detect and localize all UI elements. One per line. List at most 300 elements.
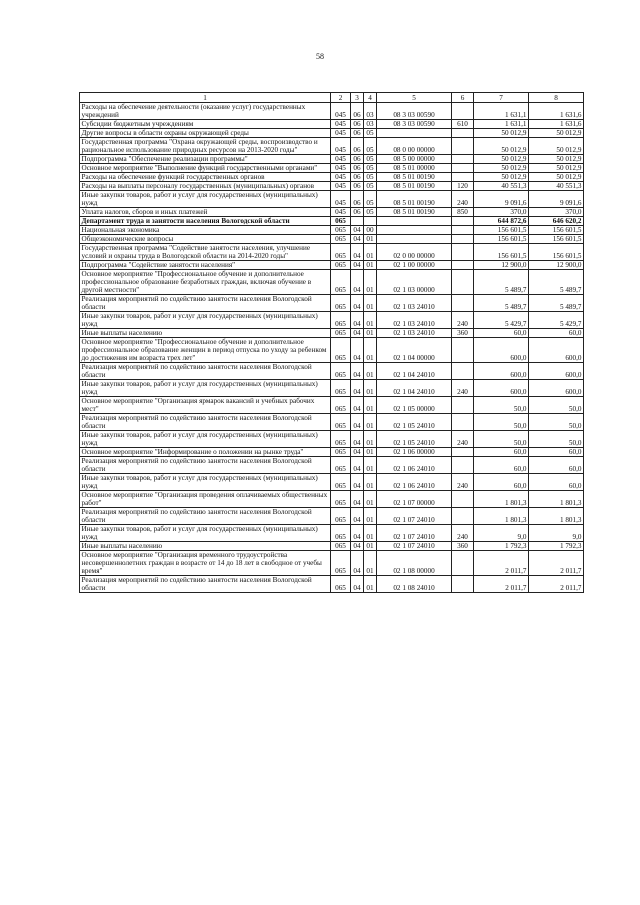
target-article-code: 08 5 00 00000	[377, 155, 452, 164]
table-row	[80, 173, 584, 182]
row-name: Иные закупки товаров, работ и услуг для государственных (муниципальных) нужд	[80, 431, 331, 448]
row-name: Государственная программа "Содействие занятости населения, улучшение условий и охраны труда в Вологодской области на 2014-2020 годы"	[80, 244, 331, 261]
amount-year-2: 50 012,9	[529, 173, 584, 182]
expense-type-code	[452, 244, 474, 261]
table-row	[80, 397, 584, 414]
amount-year-1: 5 489,7	[474, 270, 529, 295]
target-article-code: 08 5 01 00190	[377, 191, 452, 208]
row-name: Подпрограмма "Содействие занятости населения"	[80, 261, 331, 270]
admin-code: 065	[331, 295, 351, 312]
row-name: Государственная программа "Охрана окружающей среды, воспроизводство и рациональное использование природных ресурсов на 2013-2020 годы"	[80, 138, 331, 155]
section-code: 04	[351, 474, 364, 491]
amount-year-2: 370,0	[529, 208, 584, 217]
target-article-code: 08 3 03 00590	[377, 120, 452, 129]
target-article-code: 02 1 03 24010	[377, 295, 452, 312]
expense-type-code: 360	[452, 329, 474, 338]
expense-type-code	[452, 226, 474, 235]
amount-year-1: 60,0	[474, 448, 529, 457]
amount-year-2: 40 551,3	[529, 182, 584, 191]
table-row	[80, 208, 584, 217]
expense-type-code	[452, 508, 474, 525]
admin-code: 045	[331, 138, 351, 155]
table-row	[80, 338, 584, 363]
amount-year-1: 60,0	[474, 329, 529, 338]
section-code: 04	[351, 235, 364, 244]
row-name: Иные выплаты населению	[80, 329, 331, 338]
table-row	[80, 491, 584, 508]
expense-type-code: 240	[452, 380, 474, 397]
admin-code: 045	[331, 191, 351, 208]
expense-type-code	[452, 235, 474, 244]
table-row	[80, 448, 584, 457]
table-row	[80, 525, 584, 542]
target-article-code	[377, 226, 452, 235]
amount-year-2: 60,0	[529, 448, 584, 457]
column-header: 6	[452, 93, 474, 103]
row-name: Реализация мероприятий по содействию занятости населения Вологодской области	[80, 576, 331, 593]
budget-table	[79, 92, 584, 593]
amount-year-1: 50 012,9	[474, 164, 529, 173]
subsection-code: 05	[364, 129, 377, 138]
expense-type-code: 240	[452, 191, 474, 208]
subsection-code: 05	[364, 173, 377, 182]
section-code: 04	[351, 525, 364, 542]
admin-code: 065	[331, 525, 351, 542]
subsection-code: 01	[364, 380, 377, 397]
expense-type-code	[452, 363, 474, 380]
table-row	[80, 226, 584, 235]
section-code: 04	[351, 338, 364, 363]
subsection-code: 01	[364, 431, 377, 448]
row-name: Основное мероприятие "Выполнение функций государственными органами"	[80, 164, 331, 173]
expense-type-code	[452, 103, 474, 120]
section-code: 04	[351, 226, 364, 235]
amount-year-2: 50,0	[529, 414, 584, 431]
column-header: 5	[377, 93, 452, 103]
row-name: Основное мероприятие "Профессиональное обучение и дополнительное профессиональное образование безработных граждан, включая обучение в другой местности"	[80, 270, 331, 295]
amount-year-1: 156 601,5	[474, 226, 529, 235]
column-header: 1	[80, 93, 331, 103]
admin-code: 045	[331, 182, 351, 191]
amount-year-1: 9 091,6	[474, 191, 529, 208]
amount-year-2: 9,0	[529, 525, 584, 542]
amount-year-2: 9 091,6	[529, 191, 584, 208]
amount-year-2: 60,0	[529, 474, 584, 491]
expense-type-code	[452, 261, 474, 270]
row-name: Расходы на обеспечение деятельности (оказание услуг) государственных учреждений	[80, 103, 331, 120]
target-article-code: 02 1 07 24010	[377, 508, 452, 525]
subsection-code: 01	[364, 576, 377, 593]
target-article-code: 02 1 08 00000	[377, 551, 452, 576]
row-name: Основное мероприятие "Информирование о положении на рынке труда"	[80, 448, 331, 457]
column-header: 4	[364, 93, 377, 103]
target-article-code: 02 1 03 24010	[377, 312, 452, 329]
row-name: Расходы на выплаты персоналу государственных (муниципальных) органов	[80, 182, 331, 191]
expense-type-code	[452, 129, 474, 138]
amount-year-2: 2 011,7	[529, 551, 584, 576]
row-name: Реализация мероприятий по содействию занятости населения Вологодской области	[80, 457, 331, 474]
subsection-code: 01	[364, 338, 377, 363]
row-name: Иные закупки товаров, работ и услуг для государственных (муниципальных) нужд	[80, 474, 331, 491]
amount-year-1: 156 601,5	[474, 235, 529, 244]
section-code: 04	[351, 491, 364, 508]
subsection-code: 03	[364, 103, 377, 120]
subsection-code: 05	[364, 191, 377, 208]
row-name: Реализация мероприятий по содействию занятости населения Вологодской области	[80, 295, 331, 312]
expense-type-code: 120	[452, 182, 474, 191]
row-name: Департамент труда и занятости населения Вологодской области	[80, 217, 331, 226]
amount-year-2: 50 012,9	[529, 138, 584, 155]
section-code: 06	[351, 120, 364, 129]
admin-code: 045	[331, 164, 351, 173]
section-code: 04	[351, 414, 364, 431]
target-article-code: 02 1 06 24010	[377, 457, 452, 474]
target-article-code: 02 1 00 00000	[377, 261, 452, 270]
expense-type-code	[452, 457, 474, 474]
amount-year-1: 2 011,7	[474, 576, 529, 593]
table-row	[80, 235, 584, 244]
amount-year-2: 60,0	[529, 329, 584, 338]
admin-code: 045	[331, 208, 351, 217]
subsection-code	[364, 217, 377, 226]
admin-code: 065	[331, 551, 351, 576]
subsection-code: 00	[364, 226, 377, 235]
table-row	[80, 414, 584, 431]
row-name: Иные закупки товаров, работ и услуг для государственных (муниципальных) нужд	[80, 312, 331, 329]
expense-type-code: 240	[452, 312, 474, 329]
expense-type-code: 240	[452, 474, 474, 491]
row-name: Основное мероприятие "Организация ярмарок вакансий и учебных рабочих мест"	[80, 397, 331, 414]
subsection-code: 01	[364, 397, 377, 414]
row-name: Иные закупки товаров, работ и услуг для государственных (муниципальных) нужд	[80, 525, 331, 542]
amount-year-1: 50,0	[474, 431, 529, 448]
admin-code: 045	[331, 155, 351, 164]
admin-code: 065	[331, 244, 351, 261]
expense-type-code	[452, 164, 474, 173]
subsection-code: 01	[364, 474, 377, 491]
expense-type-code	[452, 338, 474, 363]
subsection-code: 01	[364, 508, 377, 525]
admin-code: 065	[331, 261, 351, 270]
admin-code: 045	[331, 103, 351, 120]
table-row	[80, 182, 584, 191]
expense-type-code	[452, 397, 474, 414]
row-name: Национальная экономика	[80, 226, 331, 235]
target-article-code: 02 1 03 24010	[377, 329, 452, 338]
expense-type-code: 850	[452, 208, 474, 217]
admin-code: 065	[331, 474, 351, 491]
target-article-code: 08 3 03 00590	[377, 103, 452, 120]
amount-year-1: 1 631,1	[474, 103, 529, 120]
row-name: Иные закупки товаров, работ и услуг для государственных (муниципальных) нужд	[80, 191, 331, 208]
section-code: 06	[351, 103, 364, 120]
amount-year-2: 600,0	[529, 380, 584, 397]
admin-code: 065	[331, 542, 351, 551]
target-article-code: 08 5 01 00190	[377, 173, 452, 182]
expense-type-code	[452, 217, 474, 226]
subsection-code: 01	[364, 491, 377, 508]
amount-year-1: 1 631,1	[474, 120, 529, 129]
amount-year-2: 60,0	[529, 457, 584, 474]
subsection-code: 01	[364, 363, 377, 380]
admin-code: 065	[331, 270, 351, 295]
section-code: 04	[351, 431, 364, 448]
amount-year-2: 156 601,5	[529, 235, 584, 244]
table-row	[80, 155, 584, 164]
amount-year-2: 1 631,6	[529, 120, 584, 129]
subsection-code: 01	[364, 457, 377, 474]
table-row	[80, 457, 584, 474]
section-code: 04	[351, 270, 364, 295]
table-row	[80, 312, 584, 329]
target-article-code: 02 1 04 00000	[377, 338, 452, 363]
table-row	[80, 508, 584, 525]
amount-year-1: 50 012,9	[474, 173, 529, 182]
table-row	[80, 270, 584, 295]
amount-year-2: 50 012,9	[529, 164, 584, 173]
expense-type-code: 240	[452, 525, 474, 542]
target-article-code: 02 1 03 00000	[377, 270, 452, 295]
admin-code: 065	[331, 508, 351, 525]
table-row	[80, 380, 584, 397]
amount-year-2: 1 801,3	[529, 491, 584, 508]
subsection-code: 01	[364, 414, 377, 431]
subsection-code: 05	[364, 208, 377, 217]
amount-year-2: 600,0	[529, 363, 584, 380]
amount-year-1: 40 551,3	[474, 182, 529, 191]
amount-year-2: 12 900,0	[529, 261, 584, 270]
table-row	[80, 261, 584, 270]
section-code: 04	[351, 295, 364, 312]
section-code: 04	[351, 551, 364, 576]
subsection-code: 01	[364, 270, 377, 295]
subsection-code: 01	[364, 542, 377, 551]
table-row	[80, 576, 584, 593]
amount-year-1: 2 011,7	[474, 551, 529, 576]
amount-year-1: 5 429,7	[474, 312, 529, 329]
table-row	[80, 103, 584, 120]
section-code: 04	[351, 261, 364, 270]
row-name: Иные выплаты населению	[80, 542, 331, 551]
table-row	[80, 138, 584, 155]
row-name: Основное мероприятие "Организация временного трудоустройства несовершеннолетних граждан в возрасте от 14 до 18 лет в свободное от учебы время"	[80, 551, 331, 576]
target-article-code: 08 5 01 00000	[377, 164, 452, 173]
column-header: 2	[331, 93, 351, 103]
table-row	[80, 191, 584, 208]
admin-code: 065	[331, 448, 351, 457]
table-row	[80, 129, 584, 138]
target-article-code: 02 1 04 24010	[377, 363, 452, 380]
section-code: 06	[351, 164, 364, 173]
target-article-code: 02 1 07 24010	[377, 542, 452, 551]
amount-year-1: 600,0	[474, 380, 529, 397]
section-code: 06	[351, 182, 364, 191]
amount-year-2: 1 792,3	[529, 542, 584, 551]
target-article-code: 08 0 00 00000	[377, 138, 452, 155]
section-code: 04	[351, 363, 364, 380]
subsection-code: 01	[364, 525, 377, 542]
table-row	[80, 329, 584, 338]
row-name: Субсидии бюджетным учреждениям	[80, 120, 331, 129]
amount-year-1: 50,0	[474, 397, 529, 414]
column-header: 3	[351, 93, 364, 103]
expense-type-code	[452, 270, 474, 295]
amount-year-2: 5 489,7	[529, 295, 584, 312]
table-row	[80, 363, 584, 380]
expense-type-code	[452, 491, 474, 508]
amount-year-1: 156 601,5	[474, 244, 529, 261]
subsection-code: 05	[364, 155, 377, 164]
admin-code: 065	[331, 235, 351, 244]
row-name: Основное мероприятие "Профессиональное обучение и дополнительное профессиональное образование женщин в период отпуска по уходу за ребенком до достижения им возраста трех лет"	[80, 338, 331, 363]
target-article-code: 08 5 01 00190	[377, 182, 452, 191]
admin-code: 065	[331, 431, 351, 448]
amount-year-1: 1 801,3	[474, 491, 529, 508]
amount-year-1: 600,0	[474, 338, 529, 363]
row-name: Подпрограмма "Обеспечение реализации программы"	[80, 155, 331, 164]
table-row	[80, 431, 584, 448]
amount-year-1: 9,0	[474, 525, 529, 542]
expense-type-code	[452, 295, 474, 312]
target-article-code	[377, 235, 452, 244]
table-row	[80, 551, 584, 576]
amount-year-2: 2 011,7	[529, 576, 584, 593]
target-article-code: 08 5 01 00190	[377, 208, 452, 217]
section-code: 04	[351, 329, 364, 338]
amount-year-2: 600,0	[529, 338, 584, 363]
amount-year-1: 50 012,9	[474, 155, 529, 164]
section-code: 06	[351, 173, 364, 182]
expense-type-code	[452, 551, 474, 576]
section-code: 06	[351, 208, 364, 217]
amount-year-1: 12 900,0	[474, 261, 529, 270]
amount-year-1: 370,0	[474, 208, 529, 217]
subsection-code: 01	[364, 244, 377, 261]
subsection-code: 01	[364, 329, 377, 338]
row-name: Уплата налогов, сборов и иных платежей	[80, 208, 331, 217]
expense-type-code: 610	[452, 120, 474, 129]
expense-type-code	[452, 155, 474, 164]
target-article-code: 02 1 05 24010	[377, 431, 452, 448]
target-article-code: 02 1 05 24010	[377, 414, 452, 431]
section-code: 04	[351, 397, 364, 414]
amount-year-2: 50,0	[529, 431, 584, 448]
amount-year-2: 50,0	[529, 397, 584, 414]
section-code: 04	[351, 380, 364, 397]
amount-year-2: 1 631,6	[529, 103, 584, 120]
admin-code: 065	[331, 226, 351, 235]
admin-code: 045	[331, 173, 351, 182]
target-article-code: 02 1 04 24010	[377, 380, 452, 397]
admin-code: 065	[331, 338, 351, 363]
amount-year-1: 1 801,3	[474, 508, 529, 525]
subsection-code: 05	[364, 164, 377, 173]
admin-code: 065	[331, 397, 351, 414]
section-code: 04	[351, 244, 364, 261]
subsection-code: 01	[364, 551, 377, 576]
amount-year-2: 1 801,3	[529, 508, 584, 525]
table-row	[80, 120, 584, 129]
subsection-code: 01	[364, 261, 377, 270]
section-code: 06	[351, 129, 364, 138]
amount-year-1: 50,0	[474, 414, 529, 431]
table-header-row	[80, 93, 584, 103]
target-article-code: 02 1 07 00000	[377, 491, 452, 508]
column-header: 8	[529, 93, 584, 103]
section-code: 04	[351, 312, 364, 329]
admin-code: 065	[331, 414, 351, 431]
admin-code: 065	[331, 576, 351, 593]
section-code: 04	[351, 542, 364, 551]
subsection-code: 01	[364, 448, 377, 457]
amount-year-2: 156 601,5	[529, 244, 584, 261]
row-name: Реализация мероприятий по содействию занятости населения Вологодской области	[80, 414, 331, 431]
subsection-code: 01	[364, 235, 377, 244]
row-name: Основное мероприятие "Организация проведения оплачиваемых общественных работ"	[80, 491, 331, 508]
amount-year-2: 156 601,5	[529, 226, 584, 235]
section-code: 04	[351, 508, 364, 525]
section-code: 04	[351, 576, 364, 593]
subsection-code: 01	[364, 312, 377, 329]
amount-year-2: 50 012,9	[529, 129, 584, 138]
table-row	[80, 295, 584, 312]
admin-code: 065	[331, 363, 351, 380]
expense-type-code	[452, 138, 474, 155]
amount-year-2: 5 489,7	[529, 270, 584, 295]
target-article-code: 02 1 08 24010	[377, 576, 452, 593]
amount-year-1: 50 012,9	[474, 138, 529, 155]
row-name: Общеэкономические вопросы	[80, 235, 331, 244]
amount-year-2: 646 620,2	[529, 217, 584, 226]
target-article-code	[377, 217, 452, 226]
expense-type-code: 240	[452, 431, 474, 448]
admin-code: 045	[331, 120, 351, 129]
table-row	[80, 474, 584, 491]
amount-year-1: 1 792,3	[474, 542, 529, 551]
amount-year-1: 600,0	[474, 363, 529, 380]
section-code: 06	[351, 138, 364, 155]
row-name: Расходы на обеспечение функций государственных органов	[80, 173, 331, 182]
amount-year-1: 60,0	[474, 457, 529, 474]
subsection-code: 01	[364, 295, 377, 312]
amount-year-1: 644 872,6	[474, 217, 529, 226]
column-header: 7	[474, 93, 529, 103]
amount-year-1: 60,0	[474, 474, 529, 491]
table-row	[80, 164, 584, 173]
subsection-code: 05	[364, 182, 377, 191]
amount-year-2: 5 429,7	[529, 312, 584, 329]
amount-year-2: 50 012,9	[529, 155, 584, 164]
section-code: 04	[351, 457, 364, 474]
expense-type-code	[452, 576, 474, 593]
target-article-code: 02 0 00 00000	[377, 244, 452, 261]
target-article-code	[377, 129, 452, 138]
expense-type-code	[452, 414, 474, 431]
admin-code: 045	[331, 129, 351, 138]
table-row	[80, 244, 584, 261]
admin-code: 065	[331, 217, 351, 226]
row-name: Реализация мероприятий по содействию занятости населения Вологодской области	[80, 508, 331, 525]
row-name: Иные закупки товаров, работ и услуг для государственных (муниципальных) нужд	[80, 380, 331, 397]
section-code: 06	[351, 155, 364, 164]
row-name: Реализация мероприятий по содействию занятости населения Вологодской области	[80, 363, 331, 380]
expense-type-code	[452, 448, 474, 457]
admin-code: 065	[331, 329, 351, 338]
admin-code: 065	[331, 380, 351, 397]
target-article-code: 02 1 07 24010	[377, 525, 452, 542]
expense-type-code	[452, 173, 474, 182]
target-article-code: 02 1 06 24010	[377, 474, 452, 491]
